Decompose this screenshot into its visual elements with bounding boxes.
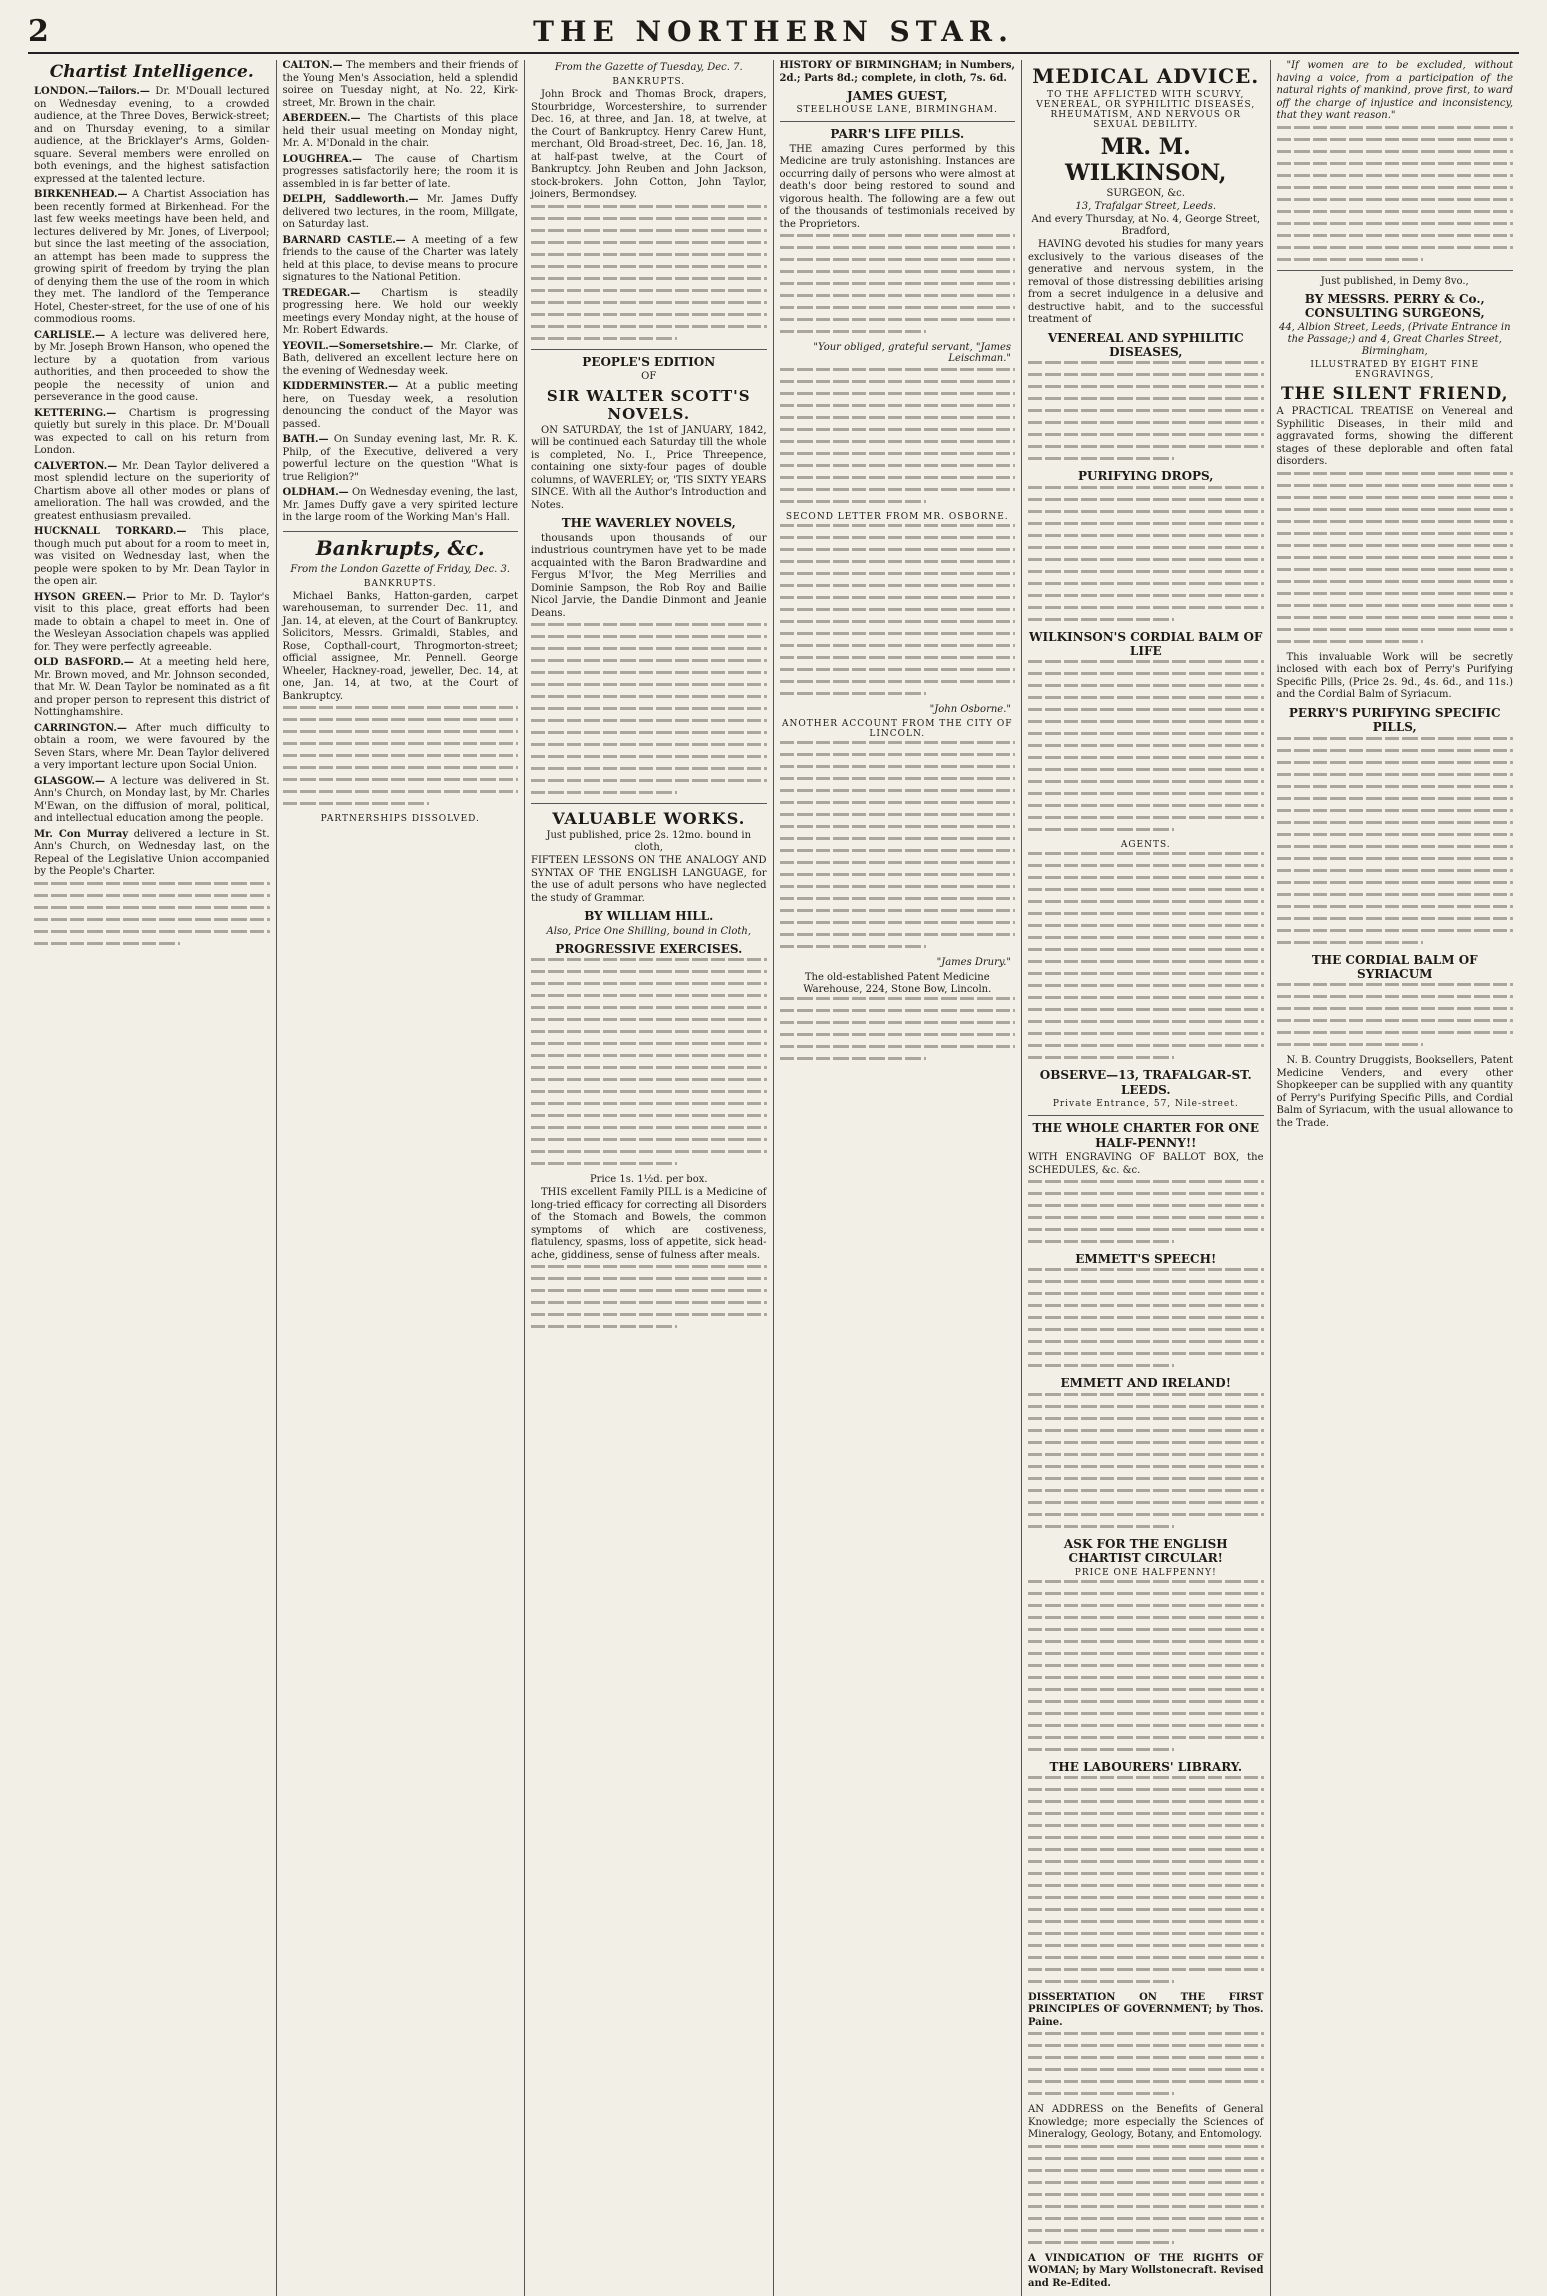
agents-label: AGENTS. — [1120, 840, 1171, 851]
scott-novels-title: SIR WALTER SCOTT'S NOVELS. — [546, 386, 751, 423]
news-item-place: KIDDERMINSTER.— — [282, 381, 399, 392]
masthead — [28, 14, 1519, 54]
filler-text — [531, 1265, 767, 1328]
news-item — [34, 776, 270, 826]
filler-text — [1028, 1268, 1264, 1367]
news-item-place: GLASGOW.— — [34, 775, 105, 787]
news-item-text: This place, though much put about for a room to meet in, was visited on Wednesday last, when the people were spoken to by Mr. Dean Taylor in the open air. — [34, 526, 270, 587]
news-item-place: BIRKENHEAD.— — [34, 189, 128, 200]
news-item-text: Prior to Mr. D. Taylor's visit to this place, great efforts had been made to obtain a chapel to meet in. One of the Wesleyan Association chapels was applied for. They were perfectly agreeable. — [34, 591, 270, 653]
bankrupts-label: BANKRUPTS. — [363, 578, 437, 589]
filler-text — [1028, 852, 1264, 1059]
wilkinson-thursday: And every Thursday, at No. 4, George Street, Bradford, — [1031, 214, 1261, 237]
filler-text — [1028, 2145, 1264, 2244]
news-item — [34, 461, 270, 524]
news-item-text: Mr. Clarke, of Bath, delivered an excellent lecture here on the evening of Wednesday week. — [282, 340, 518, 377]
filler-text — [1028, 660, 1264, 831]
parrs-title: PARR'S LIFE PILLS. — [830, 127, 965, 142]
news-item — [283, 487, 519, 525]
partnerships-label: PARTNERSHIPS DISSOLVED. — [320, 814, 480, 824]
news-item-text: On Wednesday evening, the last, Mr. James Duffy gave a very spirited lecture in the large room of the Working Man's Hall. — [282, 487, 518, 523]
private-entrance: Private Entrance, 57, Nile-street. — [1052, 1099, 1239, 1110]
news-item-text: Chartism is progressing quietly but surely in this place. Dr. M'Douall was expected to call on his return from London. — [34, 407, 270, 456]
filler-text — [780, 741, 1016, 948]
perry-address: 44, Albion Street, Leeds, (Private Entrance in the Passage;) and 4, Great Charles Street, Birmingham, — [1278, 322, 1511, 358]
page-number: 2 — [28, 14, 49, 49]
filler-text — [1277, 472, 1514, 643]
filler-text — [34, 882, 270, 945]
column-5 — [1022, 60, 1271, 2296]
column-3 — [525, 60, 774, 2296]
news-item-place: DELPH, Saddleworth.— — [282, 194, 419, 205]
bankrupts-label-2: BANKRUPTS. — [612, 77, 686, 87]
news-item — [283, 154, 519, 192]
filler-text — [531, 958, 767, 1165]
news-item-text: At a meeting held here, Mr. Brown moved, and Mr. Johnson seconded, that Mr. W. Dean Taylor be nominated as a fit and proper person to represent this district of Nottinghamshire. — [34, 657, 270, 718]
column-2 — [277, 60, 526, 2296]
filler-text — [1028, 361, 1264, 460]
news-item — [34, 330, 270, 405]
news-item — [34, 526, 270, 589]
news-item-text: On Sunday evening last, Mr. R. K. Philp, of the Executive, delivered a very powerful lecture on the question "What is true Religion?" — [282, 434, 518, 483]
news-item — [283, 194, 519, 232]
news-item-text: After much difficulty to obtain a room, we were favoured by the Seven Stars, where Mr. Dean Taylor delivered a very important lecture upon Social Union. — [34, 722, 270, 771]
wilkinson-address: 13, Trafalgar Street, Leeds. — [1075, 201, 1217, 212]
news-item-text: Mr. James Duffy delivered two lectures, in the room, Millgate, on Saturday last. — [282, 194, 519, 230]
venereal-heading: VENEREAL AND SYPHILITIC DISEASES, — [1047, 330, 1244, 359]
illustrated-label: ILLUSTRATED BY EIGHT FINE ENGRAVINGS, — [1310, 360, 1480, 381]
charter-ad — [1028, 1121, 1264, 2290]
news-item-place: TREDEGAR.— — [282, 287, 361, 299]
wilkinson-name: MR. M. WILKINSON, — [1065, 134, 1227, 186]
news-item-text: delivered a lecture in St. Ann's Church, on Wednesday last, on the Repeal of the Legislative Union accompanied by the People's Charter. — [34, 828, 270, 877]
filler-text — [1028, 486, 1264, 621]
medical-advice-ad — [1028, 64, 1264, 1109]
filler-text — [531, 623, 767, 794]
ballot-box: WITH ENGRAVING OF BALLOT BOX, the SCHEDULES, &c. &c. — [1028, 1152, 1264, 1176]
signature-osborne: "John Osborne." — [929, 704, 1011, 716]
news-item-place: KETTERING.— — [34, 407, 117, 419]
perry-specific-pills: PERRY'S PURIFYING SPECIFIC PILLS, — [1288, 705, 1501, 735]
purifying-drops: PURIFYING DROPS, — [1078, 469, 1214, 484]
news-item-text: A lecture was delivered in St. Ann's Church, on Monday last, by Mr. Charles M'Ewan, on the diffusion of moral, political, and intellectual education among the people. — [34, 775, 270, 824]
paper-title: THE NORTHERN STAR. — [533, 15, 1014, 48]
news-item — [34, 86, 270, 186]
valuable-works-intro: Just published, price 2s. 12mo. bound in cloth, — [546, 830, 752, 854]
news-item-text: Chartism is steadily progressing here. We hold our weekly meetings every Monday night, at the house of Mr. Robert Edwards. — [282, 287, 518, 336]
news-item-text: At a public meeting here, on Tuesday week, a resolution denouncing the conduct of the Mayor was passed. — [282, 381, 518, 430]
news-item — [34, 592, 270, 655]
filler-text — [1028, 2032, 1264, 2095]
news-item-place: BARNARD CASTLE.— — [282, 234, 406, 246]
guest-address: STEELHOUSE LANE, BIRMINGHAM. — [796, 105, 999, 116]
news-item-text: The members and their friends of the Young Men's Association, held a splendid soiree on Tuesday night, at No. 22, Kirk-street, Mr. Brown in the chair. — [282, 60, 518, 109]
filler-text — [1028, 1580, 1264, 1751]
news-item-place: OLDHAM.— — [282, 487, 349, 498]
filler-text — [283, 706, 519, 805]
cordial-balm: WILKINSON'S CORDIAL BALM OF LIFE — [1029, 629, 1263, 659]
filler-text — [1028, 1180, 1264, 1243]
news-item — [283, 113, 519, 151]
history-birmingham-ad — [780, 60, 1016, 115]
medical-advice-title: MEDICAL ADVICE. — [1032, 64, 1260, 88]
news-item — [34, 408, 270, 458]
news-item-place: LONDON.—Tailors.— — [34, 86, 150, 97]
column-6 — [1271, 60, 1520, 2296]
news-item — [283, 288, 519, 338]
perry-consulting: BY MESSRS. PERRY & Co., CONSULTING SURGEONS, — [1304, 291, 1485, 320]
emmett-speech: EMMETT'S SPEECH! — [1075, 1252, 1217, 1267]
invaluable-work: This invaluable Work will be secretly inclosed with each box of Perry's Purifying Specific Pills, (Price 2s. 9d., 4s. 6d., and 11s.) and the Cordial Balm of Syriacum. — [1276, 651, 1513, 701]
news-item-place: CALTON.— — [282, 60, 343, 71]
filler-text — [531, 205, 767, 340]
women-quote: "If women are to be excluded, without having a voice, from a participation of the natural rights of mankind, prove first, to ward off the charge of injustice and inconsistency, that they want reason." — [1276, 60, 1513, 121]
signature-leischman: "Your obliged, grateful servant, "James Leischman." — [813, 342, 1011, 365]
also-price: Also, Price One Shilling, bound in Cloth, — [546, 925, 752, 937]
peoples-edition-ad — [531, 355, 767, 795]
section-heading-chartist: Chartist Intelligence. — [49, 62, 254, 82]
parrs-body: THE amazing Cures performed by this Medicine are truly astonishing. Instances are occurring daily of persons who were almost at death's door being restored to sound and vigorous health. The following are a few out of the thousands of testimonials received by the Proprietors. — [779, 143, 1015, 230]
news-item-place: CARRINGTON.— — [34, 722, 127, 734]
fifteen-lessons: FIFTEEN LESSONS ON THE ANALOGY AND SYNTAX OF THE ENGLISH LANGUAGE, for the use of adult persons who have neglected the study of Grammar. — [531, 855, 767, 904]
waverley-title: THE WAVERLEY NOVELS, — [561, 516, 736, 531]
valuable-works-ad — [531, 809, 767, 1328]
observe-address: OBSERVE—13, TRAFALGAR-ST. LEEDS. — [1039, 1068, 1252, 1097]
filler-text — [1277, 737, 1514, 944]
news-item-place: LOUGHREA.— — [282, 153, 363, 165]
family-pill-body: THIS excellent Family PILL is a Medicine of long-tried efficacy for correcting all Disorders of the Stomach and Bowels, the common symptoms of which are costiveness, flatulency, spasms, loss of appetite, sick head-ache, giddiness, sense of fulness after meals. — [531, 1187, 767, 1261]
knowledge-address: AN ADDRESS on the Benefits of General Knowledge; more especially the Sciences of Mineralogy, Geology, Botany, and Entomology. — [1028, 2104, 1264, 2141]
filler-text — [780, 234, 1016, 333]
peoples-edition-body: ON SATURDAY, the 1st of JANUARY, 1842, will be continued each Saturday till the whole is completed, No. I., Price Threepence, containing one sixty-four pages of double columns, of WAVERLEY; or, 'TIS SIXTY YEARS SINCE. With all the Author's Introduction and Notes. — [531, 424, 767, 511]
column-4 — [774, 60, 1023, 2296]
news-item-place: CALVERTON.— — [34, 460, 118, 472]
pill-price: Price 1s. 1½d. per box. — [589, 1174, 708, 1186]
filler-text — [780, 524, 1016, 695]
columns — [28, 60, 1519, 2289]
news-item — [34, 657, 270, 720]
medical-body: HAVING devoted his studies for many years exclusively to the various diseases of the generative and nervous system, in the removal of those distressing debilities arising from a secret indulgence in a delusive and destructive habit, and to the successful treatment of — [1028, 239, 1264, 325]
waverley-body: thousands upon thousands of our industrious countrymen have yet to be made acquainted with the Baron Bradwardine and Fergus M'Ivor, the Meg Merrilies and Dominie Sampson, the Rob Roy and Bailie Nicol Jarvie, the Dandie Dinmont and Jeanie Deans. — [531, 532, 767, 619]
filler-text — [1277, 126, 1514, 261]
wilkinson-role: SURGEON, &c. — [1106, 188, 1185, 199]
peoples-edition-of: OF — [641, 370, 657, 382]
just-published: Just published, in Demy 8vo., — [1320, 275, 1469, 287]
progressive-exercises: PROGRESSIVE EXERCISES. — [555, 941, 743, 956]
price-halfpenny: PRICE ONE HALFPENNY! — [1074, 1567, 1217, 1578]
bankrupts-text: Michael Banks, Hatton-garden, carpet warehouseman, to surrender Dec. 11, and Jan. 14, at eleven, at the Court of Bankruptcy. Solicitors, Messrs. Grimaldi, Stables, and Rose, Copthall-court, Throgmorton-street; official assignee, Mr. Pennell. George Wheeler, Hackney-road, jeweller, Dec. 14, at one, Jan. 14, at two, at the Court of Bankruptcy. — [282, 590, 518, 702]
whole-charter-title: THE WHOLE CHARTER FOR ONE HALF-PENNY!! — [1032, 1121, 1259, 1150]
news-item-place: YEOVIL.—Somersetshire.— — [282, 340, 434, 352]
filler-text — [780, 997, 1016, 1060]
news-item-text: The cause of Chartism progresses satisfactorily here; the room it is assembled in is far better of late. — [282, 153, 518, 190]
signature-drury: "James Drury." — [936, 957, 1011, 969]
news-item-text: A meeting of a few friends to the cause of the Charter was lately held at this place, to devise means to procure signatures to the National Petition. — [282, 234, 518, 283]
parrs-life-pills-ad — [780, 127, 1016, 1060]
news-item — [283, 60, 519, 110]
labourers-library: THE LABOURERS' LIBRARY. — [1049, 1759, 1242, 1774]
news-item-place: OLD BASFORD.— — [34, 657, 134, 668]
william-hill: BY WILLIAM HILL. — [584, 909, 714, 924]
filler-text — [1277, 983, 1514, 1046]
section-heading-bankrupts: Bankrupts, &c. — [283, 531, 519, 560]
silent-friend-title: THE SILENT FRIEND, — [1280, 384, 1509, 405]
news-item-place: CARLISLE.— — [34, 329, 106, 341]
news-item — [34, 723, 270, 773]
news-item-text: Dr. M'Douall lectured on Wednesday evening, to a crowded audience, at the Three Doves, Berwick-street; and on Thursday evening, to a similar audience, at the Bricklayer's Arms, Golden-square. Several members were enrolled on both evenings, and the highest satisfaction expressed at the talented lecture. — [34, 86, 270, 185]
gazette-text: John Brock and Thomas Brock, drapers, Stourbridge, Worcestershire, to surrender Dec. 16, at three, and Jan. 18, at twelve, at the Court of Bankruptcy. Henry Carew Hunt, merchant, Old Broad-street, Dec. 16, Jan. 18, at half-past twelve, at the Court of Bankruptcy. John Reuben and John Jackson, stock-brokers. John Cotton, John Taylor, joiners, Bermondsey. — [531, 89, 767, 200]
country-druggists: N. B. Country Druggists, Booksellers, Patent Medicine Venders, and every other Shopkeeper can be supplied with any quantity of Perry's Purifying Specific Pills, and Cordial Balm of Syriacum, with the usual allowance to the Trade. — [1276, 1055, 1513, 1129]
warehouse-note: The old-established Patent Medicine Warehouse, 224, Stone Bow, Lincoln. — [803, 972, 992, 996]
history-title: HISTORY OF BIRMINGHAM; in Numbers, 2d.; Parts 8d.; complete, in cloth, 7s. 6d. — [779, 60, 1015, 84]
james-guest: JAMES GUEST, — [846, 89, 948, 103]
news-item — [283, 381, 519, 431]
news-item-text: A Chartist Association has been recently formed at Birkenhead. For the last few weeks meetings have been held, and lectures delivered by Mr. Jones, of Liverpool; but since the last meeting of the association, an attempt has been made to suppress the growing spirit of freedom by trying the plan of denying them the use of the room in which they met. The landlord of the Temperance Hotel, Chester-street, for the use of one of his commodious rooms. — [34, 189, 270, 325]
news-item-place: Mr. Con Murray — [34, 828, 129, 840]
bankrupts-dateline: From the London Gazette of Friday, Dec. 3. — [290, 563, 511, 575]
column-1 — [28, 60, 277, 2296]
vindication: A VINDICATION OF THE RIGHTS OF WOMAN; by Mary Wollstonecraft. Revised and Re-Edited. — [1028, 2252, 1264, 2289]
practical-treatise: A PRACTICAL TREATISE on Venereal and Syphilitic Diseases, in their mild and aggravated forms, showing the different stages of these deplorable and often fatal disorders. — [1276, 406, 1513, 468]
news-item — [283, 341, 519, 379]
news-item-text: Mr. Dean Taylor delivered a most splendid lecture on the superiority of Chartism above all other modes or plans of amelioration. The hall was crowded, and the greatest enthusiasm prevailed. — [34, 460, 270, 522]
news-item-place: HYSON GREEN.— — [34, 591, 137, 603]
ask-circular: ASK FOR THE ENGLISH CHARTIST CIRCULAR! — [1063, 1536, 1228, 1566]
news-item-text: The Chartists of this place held their usual meeting on Monday night, Mr. A. M'Donald in the chair. — [282, 113, 519, 149]
news-item-place: ABERDEEN.— — [282, 113, 361, 124]
dissertation: DISSERTATION ON THE FIRST PRINCIPLES OF GOVERNMENT; by Thos. Paine. — [1028, 1991, 1264, 2028]
filler-text — [1028, 1393, 1264, 1528]
cordial-balm-syriacum: THE CORDIAL BALM OF SYRIACUM — [1311, 952, 1478, 981]
news-item-place: BATH.— — [282, 434, 329, 445]
valuable-works-title: VALUABLE WORKS. — [552, 809, 746, 829]
news-item-place: HUCKNALL TORKARD.— — [34, 526, 187, 537]
gazette-dateline: From the Gazette of Tuesday, Dec. 7. — [554, 62, 743, 73]
lincoln-label: ANOTHER ACCOUNT FROM THE CITY OF LINCOLN. — [782, 719, 1013, 740]
news-item — [34, 189, 270, 327]
news-item — [34, 829, 270, 879]
filler-text — [1028, 1776, 1264, 1983]
filler-text — [780, 368, 1016, 503]
peoples-edition-title: PEOPLE'S EDITION — [582, 354, 716, 369]
emmett-ireland: EMMETT AND IRELAND! — [1060, 1376, 1231, 1391]
news-item-text: A lecture was delivered here, by Mr. Joseph Brown Hanson, who opened the lecture by a quotation from various authorities, and then proceeded to show the people the necessity of union and perseverance in the good cause. — [34, 329, 270, 403]
second-letter-label: SECOND LETTER FROM MR. OSBORNE. — [785, 512, 1009, 523]
news-item — [283, 235, 519, 285]
news-item — [283, 434, 519, 484]
medical-sub: TO THE AFFLICTED WITH SCURVY, VENEREAL, OR SYPHILITIC DISEASES, RHEUMATISM, AND NERVOUS OR SEXUAL DEBILITY. — [1036, 90, 1256, 130]
